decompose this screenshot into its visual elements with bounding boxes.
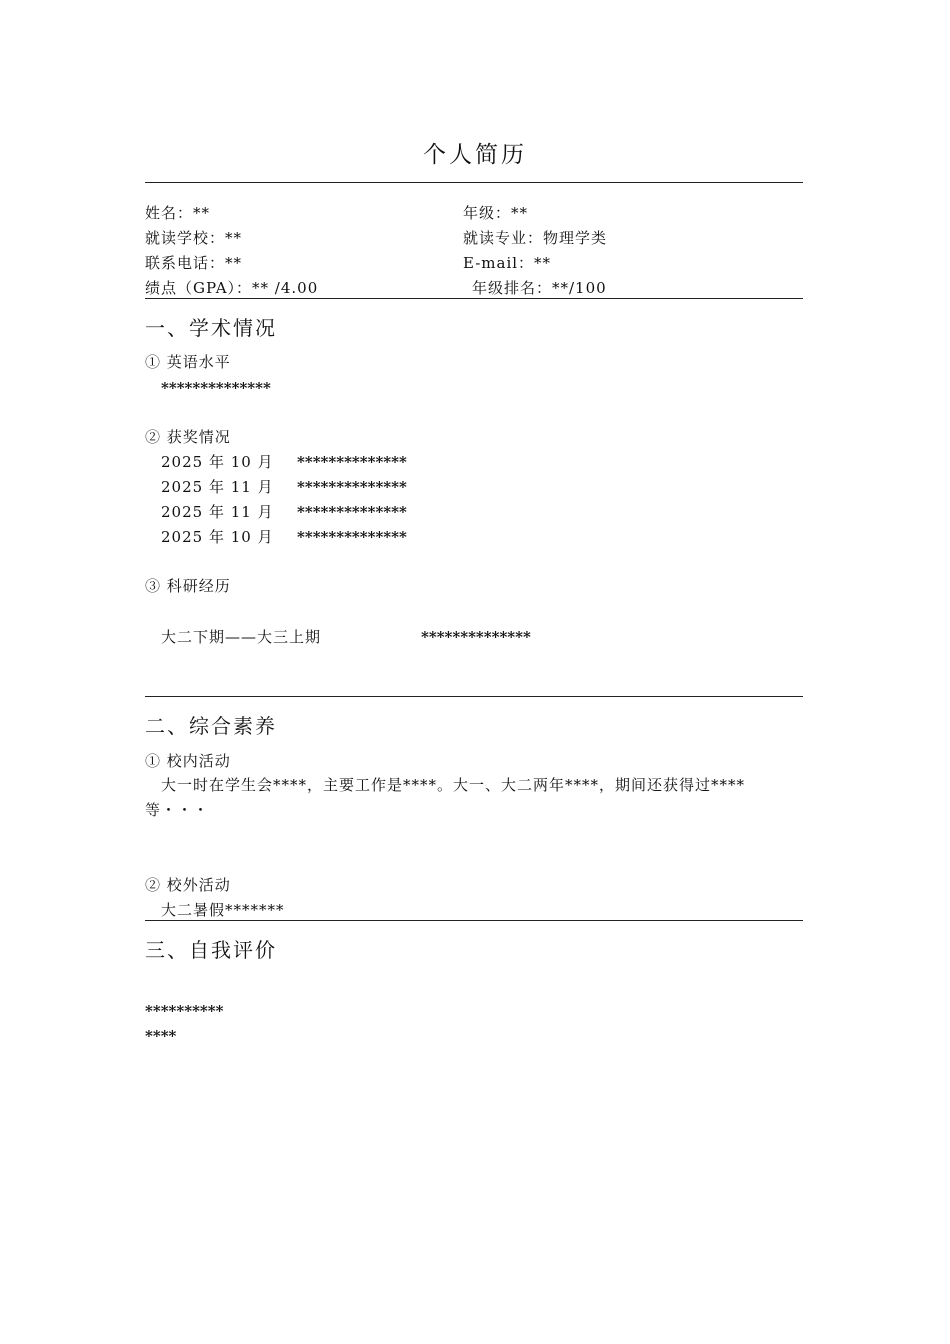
info-rank: 年级排名：**/100 [472,279,607,297]
award-date: 2025 年 10 月 [161,453,274,471]
award-content: ************** [297,503,407,521]
info-email: E-mail：** [463,254,552,272]
offcampus-label: ② 校外活动 [145,876,231,894]
english-content: ************** [161,379,271,397]
award-content: ************** [297,478,407,496]
info-gpa: 绩点（GPA）：** /4.00 [145,279,319,297]
info-school: 就读学校：** [145,229,243,247]
section-heading-self-evaluation: 三、自我评价 [145,938,277,962]
awards-label: ② 获奖情况 [145,428,231,446]
section-heading-academic: 一、学术情况 [145,316,277,340]
page-title: 个人简历 [423,142,527,168]
offcampus-text: 大二暑假******* [161,901,285,919]
info-name: 姓名：** [145,204,211,222]
award-date: 2025 年 11 月 [161,478,274,496]
research-content: ************** [421,628,531,646]
divider [145,182,803,183]
campus-label: ① 校内活动 [145,752,231,770]
info-grade: 年级：** [463,204,529,222]
info-major: 就读专业：物理学类 [463,229,608,247]
award-date: 2025 年 11 月 [161,503,274,521]
award-content: ************** [297,528,407,546]
section-heading-overall: 二、综合素养 [145,714,277,738]
campus-text: 大一时在学生会****，主要工作是****。大一、大二两年****，期间还获得过****等・・・ [145,776,746,819]
divider [145,696,803,697]
english-label: ① 英语水平 [145,353,231,371]
award-content: ************** [297,453,407,471]
divider [145,298,803,299]
info-phone: 联系电话：** [145,254,243,272]
self-eval-line: **** [145,1027,177,1045]
award-date: 2025 年 10 月 [161,528,274,546]
research-label: ③ 科研经历 [145,577,231,595]
self-eval-line: ********** [145,1002,224,1020]
research-period: 大二下期——大三上期 [161,628,322,646]
divider [145,920,803,921]
